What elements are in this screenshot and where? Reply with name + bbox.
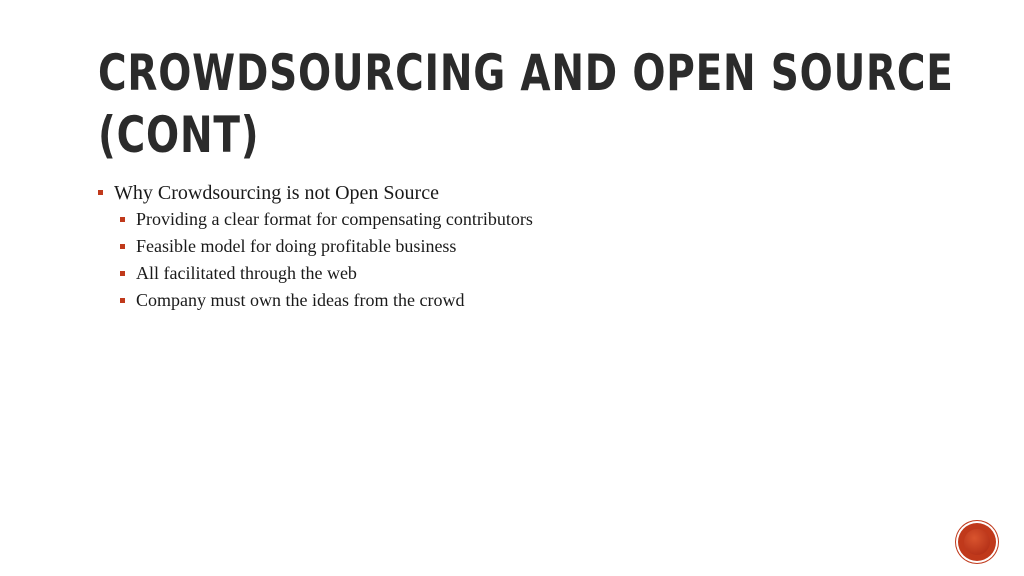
square-bullet-icon (120, 217, 125, 222)
square-bullet-icon (120, 298, 125, 303)
bullet-item-level-1 (98, 180, 918, 206)
bullet-text: Feasible model for doing profitable business (136, 236, 457, 256)
slide-title (98, 42, 954, 166)
bullet-item-level-2 (120, 287, 918, 314)
bullet-list (98, 180, 918, 314)
slide-title-line-2: (CONT) (98, 106, 260, 164)
bullet-item-level-2 (120, 206, 918, 233)
bullet-text: Company must own the ideas from the crowd (136, 290, 465, 310)
circle-badge-icon[interactable] (958, 523, 996, 561)
slide-title-line-1: CROWDSOURCING AND OPEN SOURCE (98, 44, 954, 102)
badge-inner (964, 529, 990, 555)
square-bullet-icon (120, 244, 125, 249)
bullet-text: Why Crowdsourcing is not Open Source (114, 182, 439, 204)
square-bullet-icon (98, 190, 103, 195)
square-bullet-icon (120, 271, 125, 276)
bullet-item-level-2 (120, 233, 918, 260)
bullet-text: All facilitated through the web (136, 263, 357, 283)
bullet-item-level-2 (120, 260, 918, 287)
bullet-text: Providing a clear format for compensating contributors (136, 209, 533, 229)
